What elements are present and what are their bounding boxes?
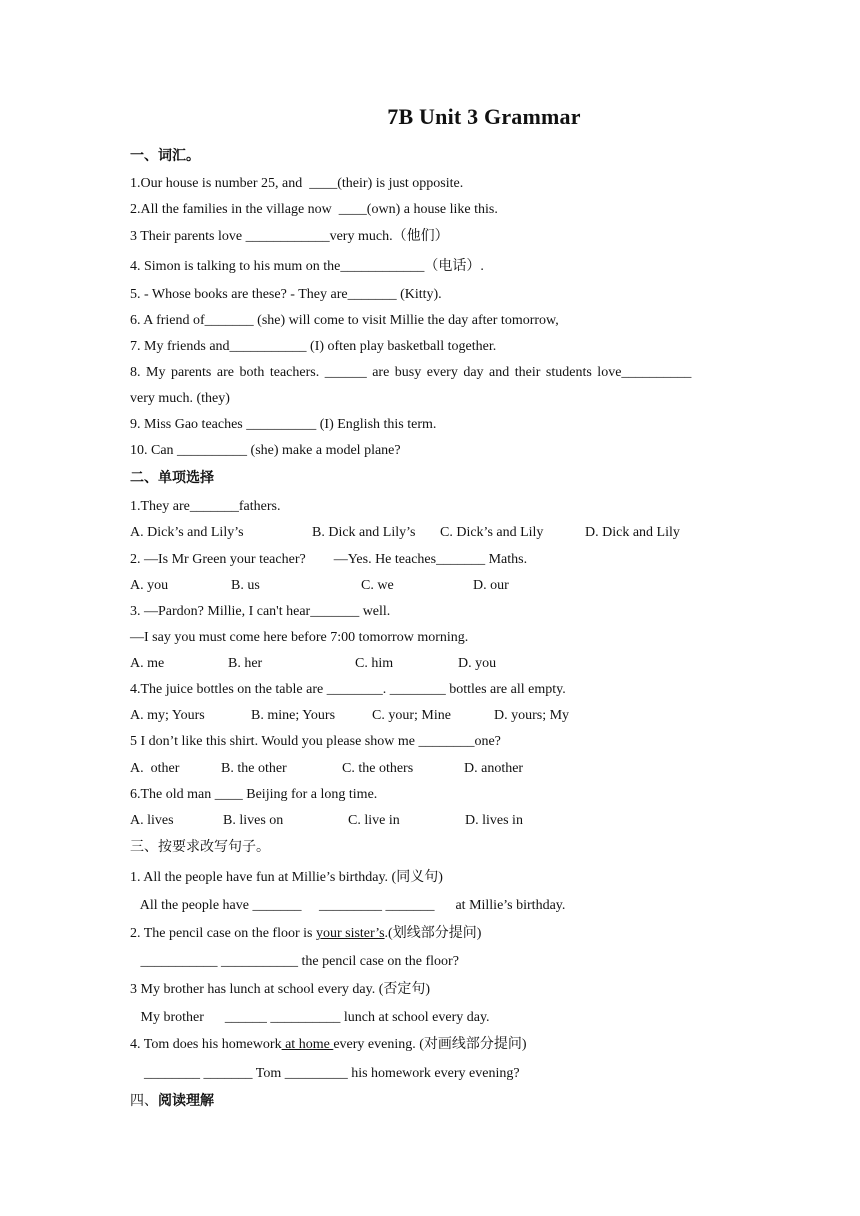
mc-q2-option-a: A. you [130, 578, 169, 593]
vocab-item-9: 9. Miss Gao teaches __________ (I) English this term. [130, 417, 437, 432]
mc-q6-option-b: B. lives on [223, 813, 284, 828]
mc-q2-option-c: C. we [361, 578, 394, 593]
rewrite-item-2 [130, 925, 481, 943]
vocab-item-6: 6. A friend of_______ (she) will come to visit Millie the day after tomorrow, [130, 313, 559, 328]
vocab-item-1: 1.Our house is number 25, and ____(their) is just opposite. [130, 176, 464, 191]
rewrite-item-4-end: every evening. (对画线部分提问) [333, 1037, 527, 1052]
mc-q2-option-d: D. our [473, 578, 509, 593]
mc-q1-option-a: A. Dick’s and Lily’s [130, 525, 244, 540]
page-title: 7B Unit 3 Grammar [387, 104, 581, 129]
mc-q5-option-d: D. another [464, 761, 524, 776]
mc-question-1: 1.They are_______fathers. [130, 499, 281, 514]
mc-q3-option-a: A. me [130, 656, 165, 671]
section-heading-rewrite: 三、按要求改写句子。 [130, 839, 270, 855]
section-heading-multiple-choice: 二、单项选择 [130, 470, 214, 486]
rewrite-item-3-answer: My brother ______ __________ lunch at school every day. [130, 1010, 490, 1025]
vocab-item-2: 2.All the families in the village now ____(own) a house like this. [130, 202, 498, 217]
mc-question-6: 6.The old man ____ Beijing for a long time. [130, 787, 378, 802]
mc-q1-option-c: C. Dick’s and Lily [440, 525, 544, 540]
mc-q4-option-d: D. yours; My [494, 708, 570, 723]
mc-question-3: 3. —Pardon? Millie, I can't hear_______ well. [130, 604, 391, 619]
mc-q4-option-a: A. my; Yours [130, 708, 205, 723]
mc-q1-option-d: D. Dick and Lily [585, 525, 680, 540]
mc-question-5: 5 I don’t like this shirt. Would you please show me ________one? [130, 734, 501, 749]
rewrite-item-4-answer: ________ _______ Tom _________ his homework every evening? [130, 1066, 520, 1081]
rewrite-item-3: 3 My brother has lunch at school every day. (否定句) [130, 982, 431, 997]
mc-q5-option-b: B. the other [221, 761, 287, 776]
rewrite-item-1: 1. All the people have fun at Millie’s birthday. (同义句) [130, 870, 443, 885]
mc-q2-option-b: B. us [231, 578, 260, 593]
rewrite-item-2-end: .(划线部分提问) [384, 926, 482, 941]
mc-q4-option-b: B. mine; Yours [251, 708, 336, 723]
mc-q5-option-c: C. the others [342, 761, 414, 776]
mc-q5-option-a: A. other [130, 761, 180, 776]
vocab-item-3: 3 Their parents love ____________very much.（他们） [130, 229, 449, 244]
mc-q6-option-d: D. lives in [465, 813, 523, 828]
vocab-item-5: 5. - Whose books are these? - They are_______ (Kitty). [130, 287, 442, 302]
mc-question-4: 4.The juice bottles on the table are ________. ________ bottles are all empty. [130, 682, 566, 697]
mc-q6-option-a: A. lives [130, 813, 174, 828]
mc-q3-option-d: D. you [458, 656, 497, 671]
rewrite-item-2-answer: ___________ ___________ the pencil case on the floor? [130, 954, 459, 969]
mc-question-3-reply: —I say you must come here before 7:00 tomorrow morning. [130, 630, 469, 645]
mc-question-2: 2. —Is Mr Green your teacher? —Yes. He teaches_______ Maths. [130, 552, 528, 567]
mc-q4-option-c: C. your; Mine [372, 708, 451, 723]
section-number: 四、 [130, 1093, 158, 1109]
vocab-item-4: 4. Simon is talking to his mum on the____________（电话）. [130, 259, 484, 274]
mc-q1-option-b: B. Dick and Lily’s [312, 525, 416, 540]
rewrite-item-4 [130, 1036, 527, 1054]
vocab-item-8: 8. My parents are both teachers. ______ are busy every day and their students love__________ [130, 365, 692, 380]
underlined-phrase: your sister’s [315, 926, 385, 941]
rewrite-item-4-start: 4. Tom does his homework [130, 1037, 282, 1052]
mc-q6-option-c: C. live in [348, 813, 400, 828]
vocab-item-7: 7. My friends and___________ (I) often play basketball together. [130, 339, 497, 354]
section-heading-reading [130, 1092, 214, 1110]
vocab-item-8-continued: very much. (they) [130, 391, 230, 406]
mc-q3-option-c: C. him [355, 656, 394, 671]
mc-q3-option-b: B. her [228, 656, 263, 671]
section-heading-vocabulary: 一、词汇。 [130, 148, 200, 164]
underlined-phrase: at home [281, 1037, 334, 1052]
rewrite-item-1-answer: All the people have _______ _________ _______ at Millie’s birthday. [130, 898, 566, 913]
rewrite-item-2-start: 2. The pencil case on the floor is [130, 926, 316, 941]
vocab-item-10: 10. Can __________ (she) make a model plane? [130, 443, 401, 458]
section-title: 阅读理解 [158, 1093, 214, 1109]
